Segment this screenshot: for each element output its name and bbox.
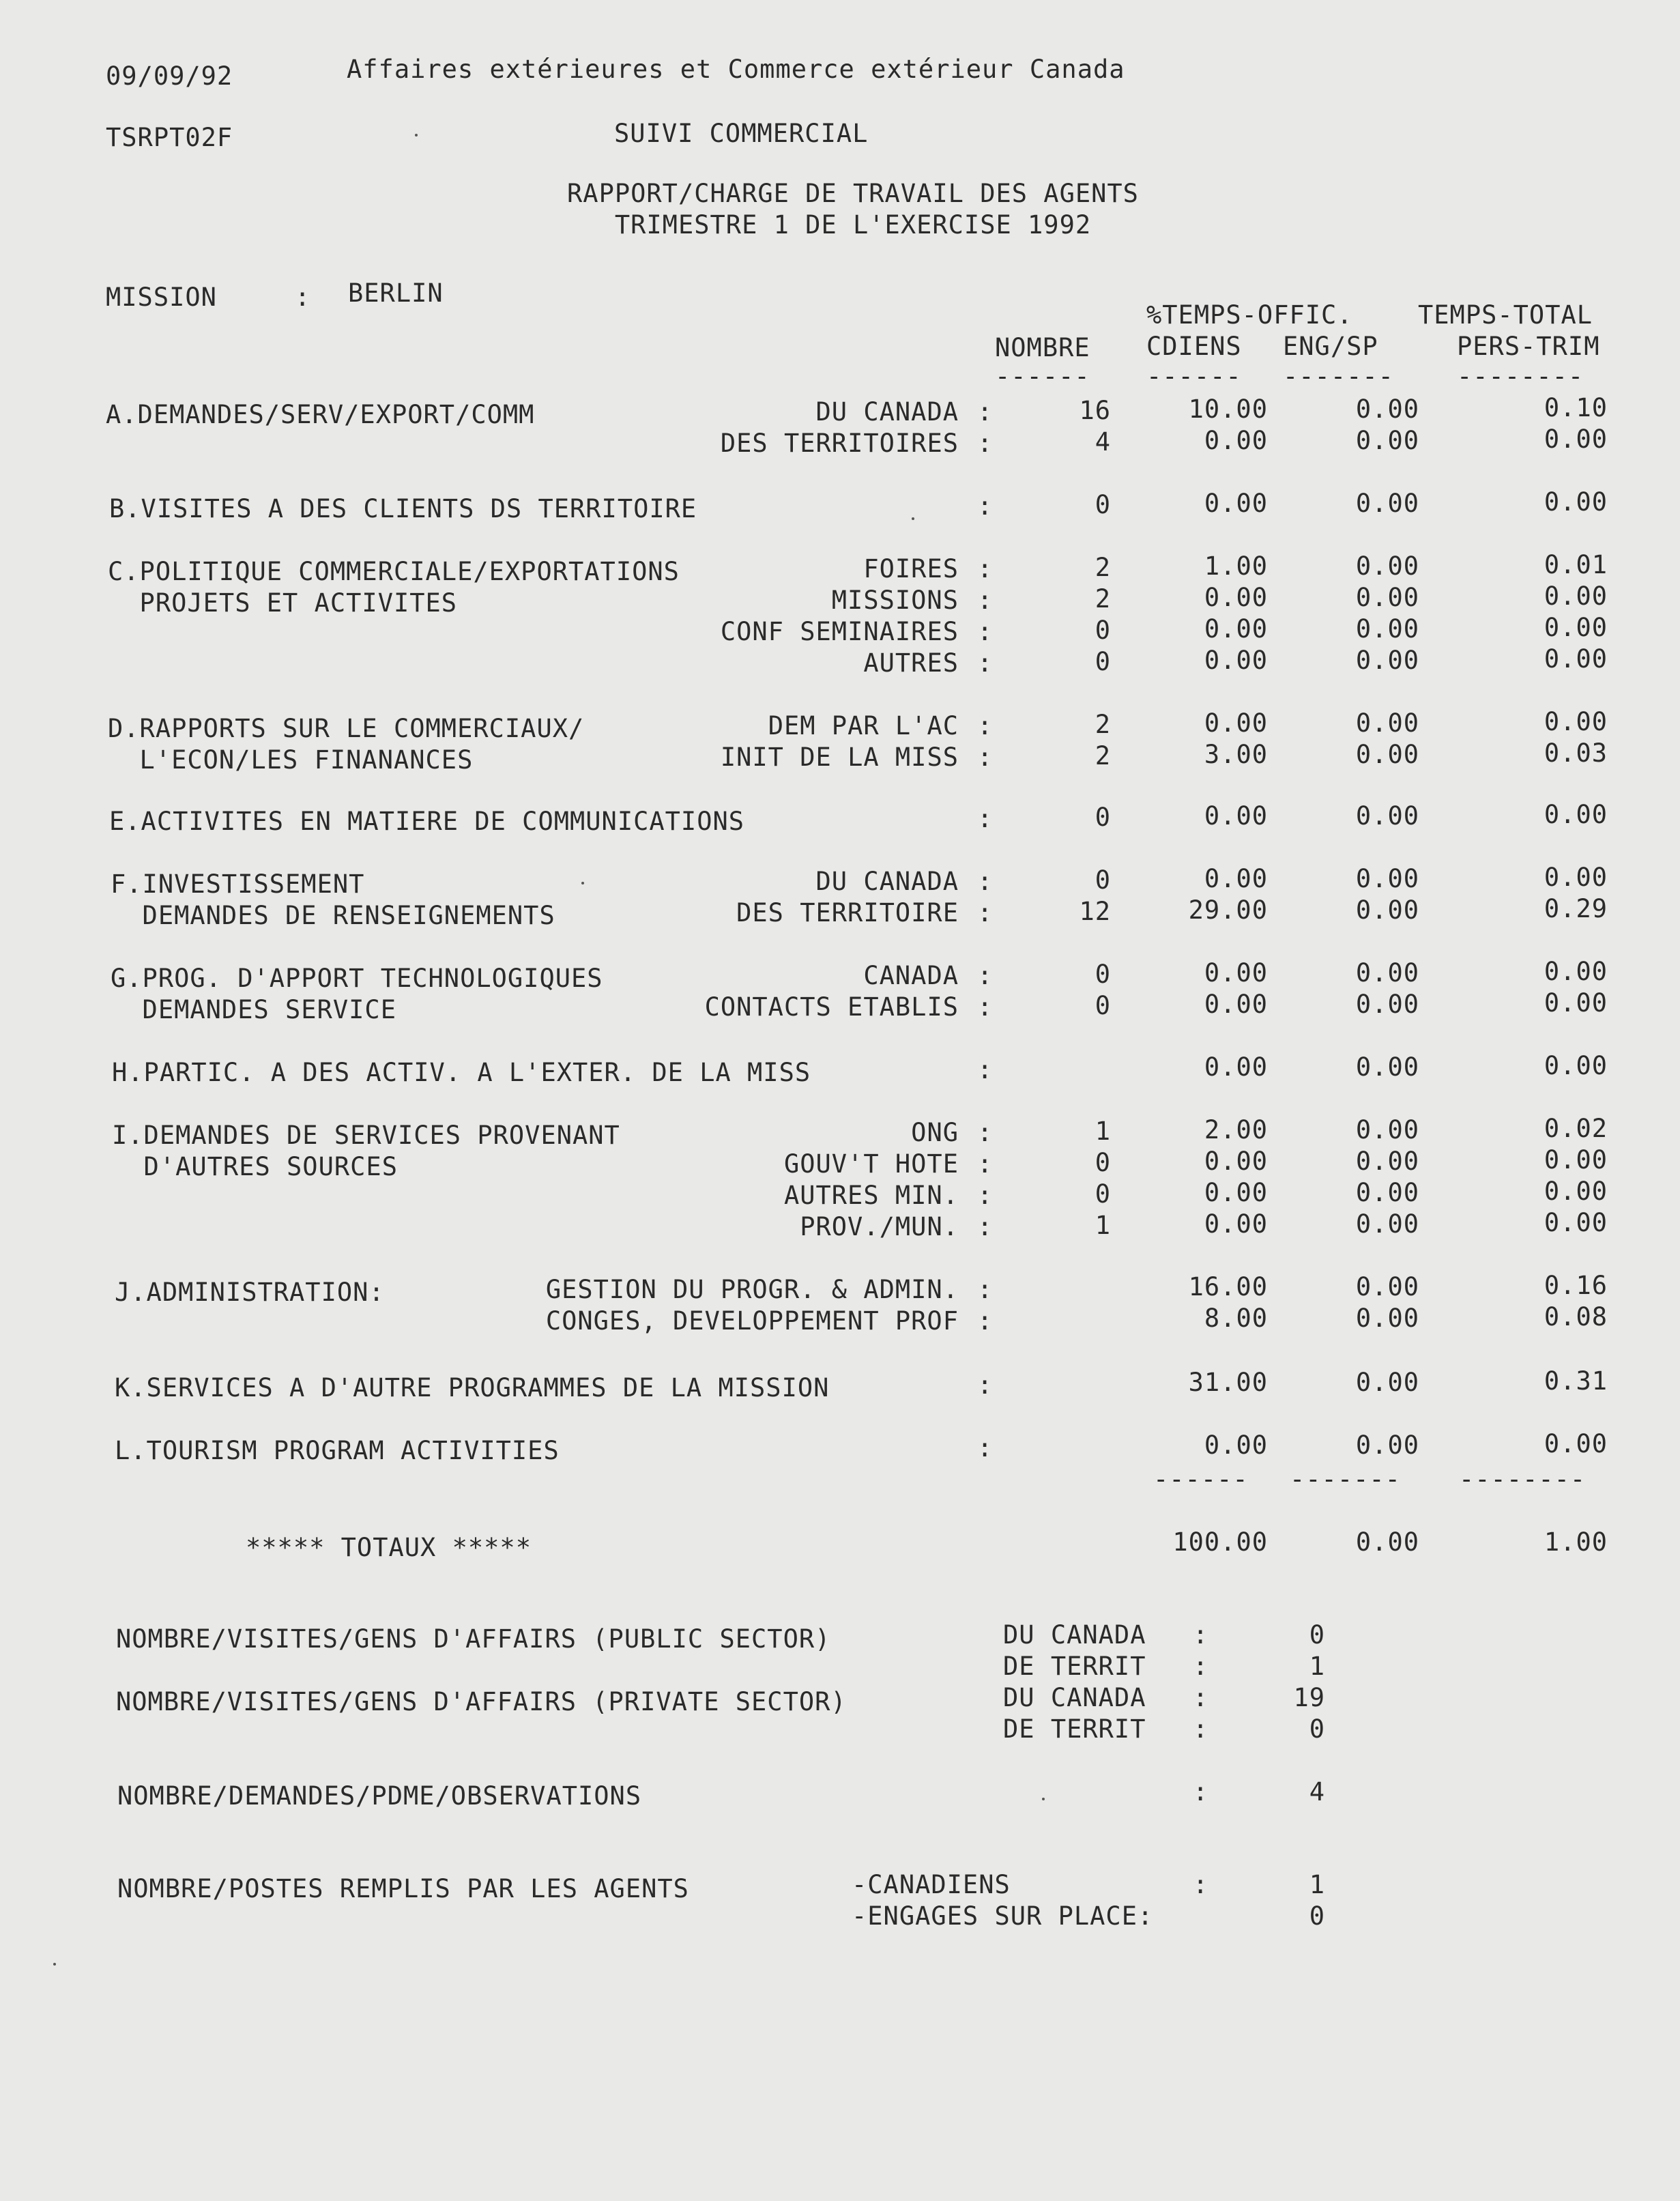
row-perstrim: 0.00: [1544, 1051, 1608, 1080]
public-sector-label: NOMBRE/VISITES/GENS D'AFFAIRS (PUBLIC SECTOR): [116, 1624, 831, 1654]
row-colon: :: [977, 743, 994, 772]
row-cdiens: 31.00: [1188, 1368, 1268, 1397]
row-label: L.TOURISM PROGRAM ACTIVITIES: [115, 1436, 560, 1465]
column-rule-perstrim: --------: [1457, 362, 1584, 391]
totals-engsp: 0.00: [1355, 1527, 1419, 1557]
row-colon: :: [977, 491, 994, 521]
row-perstrim: 0.00: [1544, 1208, 1608, 1237]
row-label: G.PROG. D'APPORT TECHNOLOGIQUES: [111, 964, 603, 993]
row-sublabel: DES TERRITOIRES: [720, 429, 959, 458]
row-sublabel: GESTION DU PROGR. & ADMIN.: [545, 1275, 959, 1304]
row-sublabel: FOIRES: [863, 554, 959, 584]
row-sublabel: CONF SEMINAIRES: [720, 617, 959, 646]
private-de-territ-colon: :: [1193, 1714, 1209, 1744]
public-de-territ-label: DE TERRIT: [1003, 1652, 1146, 1681]
row-nombre: 0: [1095, 960, 1111, 989]
totals-perstrim: 1.00: [1544, 1527, 1608, 1557]
row-perstrim: 0.00: [1544, 581, 1608, 611]
row-nombre: 0: [1095, 1148, 1111, 1177]
mission-value: BERLIN: [348, 278, 444, 308]
row-nombre: 2: [1095, 584, 1111, 614]
row-nombre: 0: [1095, 991, 1111, 1020]
public-du-canada-label: DU CANADA: [1003, 1620, 1146, 1650]
row-engsp: 0.00: [1355, 646, 1419, 675]
row-colon: :: [977, 898, 994, 927]
system-name: SUIVI COMMERCIAL: [614, 119, 869, 148]
row-label: A.DEMANDES/SERV/EXPORT/COMM: [106, 400, 535, 429]
row-engsp: 0.00: [1355, 958, 1419, 988]
report-date: 09/09/92: [106, 61, 233, 91]
row-colon: :: [977, 867, 994, 896]
row-sublabel: AUTRES MIN.: [783, 1181, 959, 1210]
row-cdiens: 0.00: [1204, 426, 1268, 455]
column-header-nombre: NOMBRE: [995, 333, 1090, 362]
total-rule-perstrim: --------: [1459, 1465, 1587, 1494]
row-label: H.PARTIC. A DES ACTIV. A L'EXTER. DE LA MISS: [112, 1058, 811, 1087]
row-sublabel: CONGES, DEVELOPPEMENT PROF: [545, 1306, 959, 1336]
row-label: B.VISITES A DES CLIENTS DS TERRITOIRE: [109, 494, 697, 523]
row-cdiens: 0.00: [1204, 708, 1268, 738]
row-colon: :: [977, 617, 994, 646]
row-engsp: 0.00: [1355, 708, 1419, 738]
row-colon: :: [977, 554, 994, 584]
row-nombre: 0: [1095, 616, 1111, 645]
mission-separator: :: [295, 283, 311, 312]
row-label: DEMANDES DE RENSEIGNEMENTS: [111, 901, 555, 930]
row-cdiens: 2.00: [1204, 1115, 1268, 1145]
total-rule-cdiens: ------: [1153, 1465, 1249, 1494]
row-cdiens: 0.00: [1204, 489, 1268, 518]
totals-label: ***** TOTAUX *****: [246, 1533, 532, 1562]
private-du-canada-colon: :: [1193, 1683, 1209, 1712]
row-perstrim: 0.00: [1544, 707, 1608, 736]
row-perstrim: 0.00: [1544, 1429, 1608, 1458]
canadiens-colon: :: [1193, 1870, 1209, 1899]
row-cdiens: 8.00: [1204, 1304, 1268, 1333]
row-perstrim: 0.00: [1544, 425, 1608, 454]
row-engsp: 0.00: [1355, 1147, 1419, 1176]
row-perstrim: 0.10: [1544, 393, 1608, 422]
row-perstrim: 0.00: [1544, 613, 1608, 642]
row-cdiens: 0.00: [1204, 958, 1268, 988]
row-cdiens: 16.00: [1188, 1272, 1268, 1301]
private-du-canada-label: DU CANADA: [1003, 1683, 1146, 1712]
row-engsp: 0.00: [1355, 583, 1419, 612]
row-sublabel: DU CANADA: [815, 397, 959, 427]
row-engsp: 0.00: [1355, 1052, 1419, 1082]
private-du-canada-value: 19: [1293, 1683, 1325, 1712]
row-colon: :: [977, 1055, 994, 1084]
row-perstrim: 0.00: [1544, 988, 1608, 1018]
row-sublabel: DEM PAR L'AC: [768, 711, 959, 740]
row-nombre: 2: [1095, 741, 1111, 771]
row-perstrim: 0.00: [1544, 644, 1608, 674]
row-colon: :: [977, 429, 994, 458]
private-sector-label: NOMBRE/VISITES/GENS D'AFFAIRS (PRIVATE SECTOR): [116, 1687, 847, 1716]
row-perstrim: 0.16: [1544, 1271, 1608, 1300]
row-colon: :: [977, 1275, 994, 1304]
row-cdiens: 0.00: [1204, 864, 1268, 893]
row-engsp: 0.00: [1355, 895, 1419, 925]
canadiens-value: 1: [1309, 1870, 1325, 1899]
row-nombre: 4: [1095, 427, 1111, 457]
row-perstrim: 0.00: [1544, 1177, 1608, 1206]
row-label: F.INVESTISSEMENT: [111, 869, 365, 899]
column-header-perstrim: PERS-TRIM: [1457, 332, 1600, 361]
row-nombre: 2: [1095, 710, 1111, 739]
row-perstrim: 0.02: [1544, 1114, 1608, 1143]
row-perstrim: 0.00: [1544, 1145, 1608, 1175]
row-engsp: 0.00: [1355, 614, 1419, 644]
row-colon: :: [977, 961, 994, 990]
engages-label: -ENGAGES SUR PLACE:: [852, 1901, 1154, 1931]
row-colon: :: [977, 992, 994, 1022]
row-cdiens: 0.00: [1204, 1147, 1268, 1176]
pdme-value: 4: [1309, 1777, 1325, 1807]
private-de-territ-value: 0: [1309, 1714, 1325, 1744]
row-engsp: 0.00: [1355, 1209, 1419, 1239]
row-nombre: 0: [1095, 647, 1111, 676]
engages-value: 0: [1309, 1901, 1325, 1931]
row-nombre: 2: [1095, 553, 1111, 582]
row-colon: :: [977, 1181, 994, 1210]
report-subtitle: TRIMESTRE 1 DE L'EXERCISE 1992: [614, 210, 1092, 240]
mission-label: MISSION: [106, 283, 217, 312]
row-label: E.ACTIVITES EN MATIERE DE COMMUNICATIONS: [109, 807, 745, 836]
totals-cdiens: 100.00: [1172, 1527, 1268, 1557]
row-nombre: 12: [1079, 897, 1111, 926]
row-nombre: 0: [1095, 865, 1111, 895]
column-rule-nombre: ------: [995, 362, 1090, 391]
row-colon: :: [977, 648, 994, 678]
row-engsp: 0.00: [1355, 551, 1419, 581]
row-perstrim: 0.00: [1544, 800, 1608, 829]
row-cdiens: 0.00: [1204, 583, 1268, 612]
row-perstrim: 0.00: [1544, 863, 1608, 892]
row-perstrim: 0.01: [1544, 550, 1608, 579]
pdme-label: NOMBRE/DEMANDES/PDME/OBSERVATIONS: [117, 1781, 642, 1811]
row-cdiens: 0.00: [1204, 1209, 1268, 1239]
organization-name: Affaires extérieures et Commerce extérieur Canada: [347, 55, 1125, 84]
row-engsp: 0.00: [1355, 990, 1419, 1019]
column-rule-cdiens: ------: [1146, 362, 1242, 391]
row-colon: :: [977, 711, 994, 740]
canadiens-label: -CANADIENS: [852, 1870, 1011, 1899]
row-sublabel: GOUV'T HOTE: [783, 1149, 959, 1179]
report-code: TSRPT02F: [106, 123, 233, 152]
row-perstrim: 0.03: [1544, 738, 1608, 768]
total-rule-engsp: -------: [1290, 1465, 1401, 1494]
scan-speck: [53, 1963, 56, 1966]
row-colon: :: [977, 1370, 994, 1400]
column-header-temps-total: TEMPS-TOTAL: [1418, 300, 1593, 330]
row-sublabel: CANADA: [863, 961, 959, 990]
pdme-colon: :: [1193, 1777, 1209, 1807]
row-label: PROJETS ET ACTIVITES: [108, 588, 458, 618]
row-label: D.RAPPORTS SUR LE COMMERCIAUX/: [108, 714, 585, 743]
row-colon: :: [977, 1149, 994, 1179]
column-header-cdiens: CDIENS: [1146, 332, 1242, 361]
row-cdiens: 1.00: [1204, 551, 1268, 581]
column-header-temps-offic: %TEMPS-OFFIC.: [1146, 300, 1353, 330]
row-sublabel: DU CANADA: [815, 867, 959, 896]
row-colon: :: [977, 804, 994, 833]
private-de-territ-label: DE TERRIT: [1003, 1714, 1146, 1744]
column-rule-engsp: -------: [1283, 362, 1394, 391]
row-cdiens: 0.00: [1204, 614, 1268, 644]
scan-speck: [581, 882, 584, 884]
public-du-canada-colon: :: [1193, 1620, 1209, 1650]
row-cdiens: 0.00: [1204, 1178, 1268, 1207]
row-nombre: 0: [1095, 1179, 1111, 1209]
row-colon: :: [977, 1212, 994, 1241]
report-title: RAPPORT/CHARGE DE TRAVAIL DES AGENTS: [567, 179, 1139, 208]
row-engsp: 0.00: [1355, 1115, 1419, 1145]
row-sublabel: MISSIONS: [831, 586, 959, 615]
row-label: J.ADMINISTRATION:: [115, 1278, 385, 1307]
row-colon: :: [977, 1306, 994, 1336]
row-sublabel: AUTRES: [863, 648, 959, 678]
row-label: K.SERVICES A D'AUTRE PROGRAMMES DE LA MISSION: [115, 1373, 830, 1402]
row-perstrim: 0.00: [1544, 957, 1608, 986]
row-perstrim: 0.00: [1544, 487, 1608, 517]
row-cdiens: 0.00: [1204, 990, 1268, 1019]
row-nombre: 1: [1095, 1117, 1111, 1146]
row-label: I.DEMANDES DE SERVICES PROVENANT: [112, 1121, 620, 1150]
row-cdiens: 0.00: [1204, 801, 1268, 831]
row-sublabel: INIT DE LA MISS: [720, 743, 959, 772]
row-nombre: 1: [1095, 1211, 1111, 1240]
row-cdiens: 29.00: [1188, 895, 1268, 925]
row-cdiens: 0.00: [1204, 1430, 1268, 1460]
row-perstrim: 0.08: [1544, 1302, 1608, 1332]
row-cdiens: 3.00: [1204, 740, 1268, 769]
row-engsp: 0.00: [1355, 1178, 1419, 1207]
row-cdiens: 0.00: [1204, 1052, 1268, 1082]
scan-speck: [415, 134, 418, 136]
row-colon: :: [977, 1433, 994, 1463]
row-colon: :: [977, 586, 994, 615]
row-cdiens: 0.00: [1204, 646, 1268, 675]
row-engsp: 0.00: [1355, 801, 1419, 831]
row-label: L'ECON/LES FINANANCES: [108, 745, 474, 775]
row-engsp: 0.00: [1355, 1304, 1419, 1333]
row-nombre: 0: [1095, 803, 1111, 832]
row-label: C.POLITIQUE COMMERCIALE/EXPORTATIONS: [108, 557, 680, 586]
public-de-territ-value: 1: [1309, 1652, 1325, 1681]
row-nombre: 16: [1079, 396, 1111, 425]
postes-label: NOMBRE/POSTES REMPLIS PAR LES AGENTS: [117, 1874, 689, 1903]
public-du-canada-value: 0: [1309, 1620, 1325, 1650]
row-engsp: 0.00: [1355, 394, 1419, 424]
row-label: DEMANDES SERVICE: [111, 995, 396, 1024]
column-header-engsp: ENG/SP: [1283, 332, 1378, 361]
row-engsp: 0.00: [1355, 426, 1419, 455]
row-perstrim: 0.31: [1544, 1366, 1608, 1396]
row-sublabel: ONG: [911, 1118, 959, 1147]
row-engsp: 0.00: [1355, 1368, 1419, 1397]
row-colon: :: [977, 1118, 994, 1147]
row-sublabel: DES TERRITOIRE: [736, 898, 959, 927]
row-label: D'AUTRES SOURCES: [112, 1152, 398, 1181]
row-nombre: 0: [1095, 490, 1111, 519]
row-engsp: 0.00: [1355, 489, 1419, 518]
row-colon: :: [977, 397, 994, 427]
scan-speck: [1042, 1798, 1045, 1800]
row-sublabel: CONTACTS ETABLIS: [704, 992, 959, 1022]
row-engsp: 0.00: [1355, 864, 1419, 893]
row-engsp: 0.00: [1355, 740, 1419, 769]
public-de-territ-colon: :: [1193, 1652, 1209, 1681]
row-cdiens: 10.00: [1188, 394, 1268, 424]
row-engsp: 0.00: [1355, 1272, 1419, 1301]
row-engsp: 0.00: [1355, 1430, 1419, 1460]
row-perstrim: 0.29: [1544, 894, 1608, 923]
scan-speck: [912, 517, 914, 520]
row-sublabel: PROV./MUN.: [800, 1212, 959, 1241]
